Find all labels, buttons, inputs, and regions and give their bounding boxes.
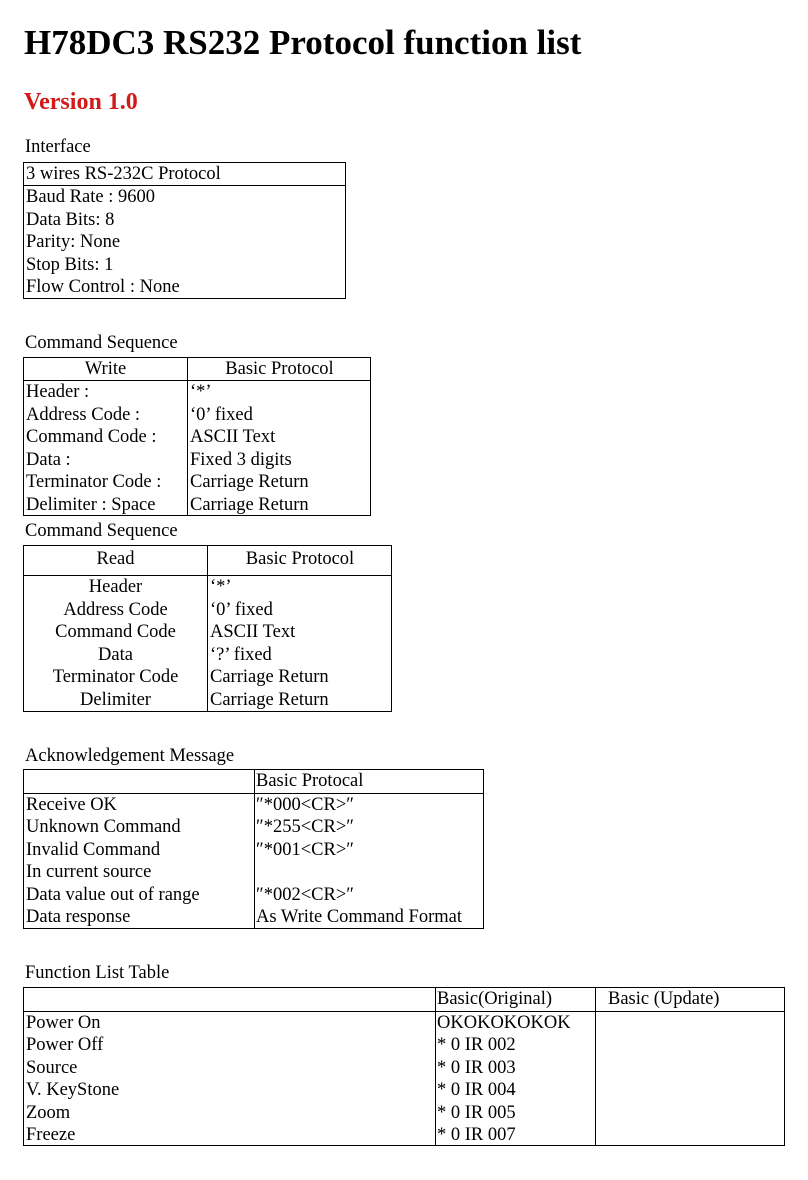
interface-line: Data Bits: 8 <box>26 209 115 230</box>
write-row-value: Carriage Return <box>190 472 309 492</box>
interface-line: Flow Control : None <box>26 277 180 297</box>
function-row-code: * 0 IR 002 <box>437 1035 516 1055</box>
read-row-value: Carriage Return <box>210 689 329 710</box>
read-row-label: Command Code <box>55 622 176 642</box>
write-row-label: Data : <box>26 449 71 470</box>
ack-row-label: Unknown Command <box>26 817 181 837</box>
function-row-code: OKOKOKOKOK <box>437 1012 571 1033</box>
function-original-header: Basic(Original) <box>437 989 553 1009</box>
interface-line: Baud Rate : 9600 <box>26 187 155 207</box>
read-row-value: ‘0’ fixed <box>210 599 273 620</box>
function-row-label: V. KeyStone <box>26 1080 120 1100</box>
read-row-value: ‘*’ <box>210 577 232 597</box>
function-row-label: Power Off <box>26 1035 104 1055</box>
ack-heading: Acknowledgement Message <box>25 746 235 766</box>
write-protocol-header: Basic Protocol <box>225 359 334 379</box>
write-row-label: Address Code : <box>26 404 141 425</box>
function-table <box>23 987 785 1146</box>
read-row-label: Delimiter <box>80 689 151 710</box>
write-row-label: Terminator Code : <box>26 472 162 492</box>
read-seq-table <box>23 545 392 712</box>
page-title: H78DC3 RS232 Protocol function list <box>24 23 582 62</box>
write-row-value: ‘0’ fixed <box>190 404 253 425</box>
ack-row-label: In current source <box>26 862 152 882</box>
ack-row-value: ″*000<CR>″ <box>256 794 354 815</box>
read-row-value: ASCII Text <box>210 622 296 642</box>
write-row-value: ASCII Text <box>190 427 276 447</box>
interface-line: Parity: None <box>26 232 121 252</box>
write-row-label: Command Code : <box>26 427 157 447</box>
read-seq-heading: Command Sequence <box>25 521 178 541</box>
write-col-header: Write <box>84 359 127 379</box>
read-row-label: Address Code <box>63 599 168 620</box>
function-row-label: Power On <box>26 1012 101 1033</box>
write-row-value: Fixed 3 digits <box>190 449 292 470</box>
ack-row-value: As Write Command Format <box>256 907 462 927</box>
ack-row-value: ″*002<CR>″ <box>256 884 354 905</box>
read-row-value: Carriage Return <box>210 667 329 687</box>
ack-row-label: Data response <box>26 907 131 927</box>
ack-row-label: Invalid Command <box>26 839 161 860</box>
read-row-label: Data <box>98 644 133 665</box>
version-label: Version 1.0 <box>24 89 138 115</box>
write-seq-table <box>23 357 371 516</box>
ack-protocol-header: Basic Protocal <box>256 771 364 791</box>
read-row-value: ‘?’ fixed <box>210 644 272 665</box>
function-row-code: * 0 IR 005 <box>437 1102 516 1123</box>
function-row-label: Zoom <box>26 1102 71 1123</box>
ack-row-label: Data value out of range <box>26 884 200 905</box>
ack-row-label: Receive OK <box>26 794 117 815</box>
ack-row-value: ″*001<CR>″ <box>256 839 354 860</box>
read-row-label: Header <box>88 577 143 597</box>
function-heading: Function List Table <box>25 963 170 983</box>
read-row-label: Terminator Code <box>52 667 179 687</box>
write-seq-heading: Command Sequence <box>25 333 178 353</box>
function-row-label: Source <box>26 1057 78 1078</box>
ack-row-value: ″*255<CR>″ <box>256 817 354 837</box>
function-row-code: * 0 IR 003 <box>437 1057 516 1078</box>
interface-line: Stop Bits: 1 <box>26 254 114 275</box>
interface-header: 3 wires RS-232C Protocol <box>24 163 345 186</box>
function-row-label: Freeze <box>26 1125 76 1145</box>
function-row-code: * 0 IR 004 <box>437 1080 516 1100</box>
interface-heading: Interface <box>25 137 91 157</box>
function-row-code: * 0 IR 007 <box>437 1125 516 1145</box>
interface-table <box>23 162 346 299</box>
write-row-label: Delimiter : Space <box>26 494 156 515</box>
write-row-value: ‘*’ <box>190 382 212 402</box>
write-row-value: Carriage Return <box>190 494 309 515</box>
read-protocol-header: Basic Protocol <box>245 549 355 569</box>
function-update-header: Basic (Update) <box>608 989 720 1009</box>
read-col-header: Read <box>96 549 135 569</box>
ack-table <box>23 769 484 929</box>
write-row-label: Header : <box>26 382 90 402</box>
